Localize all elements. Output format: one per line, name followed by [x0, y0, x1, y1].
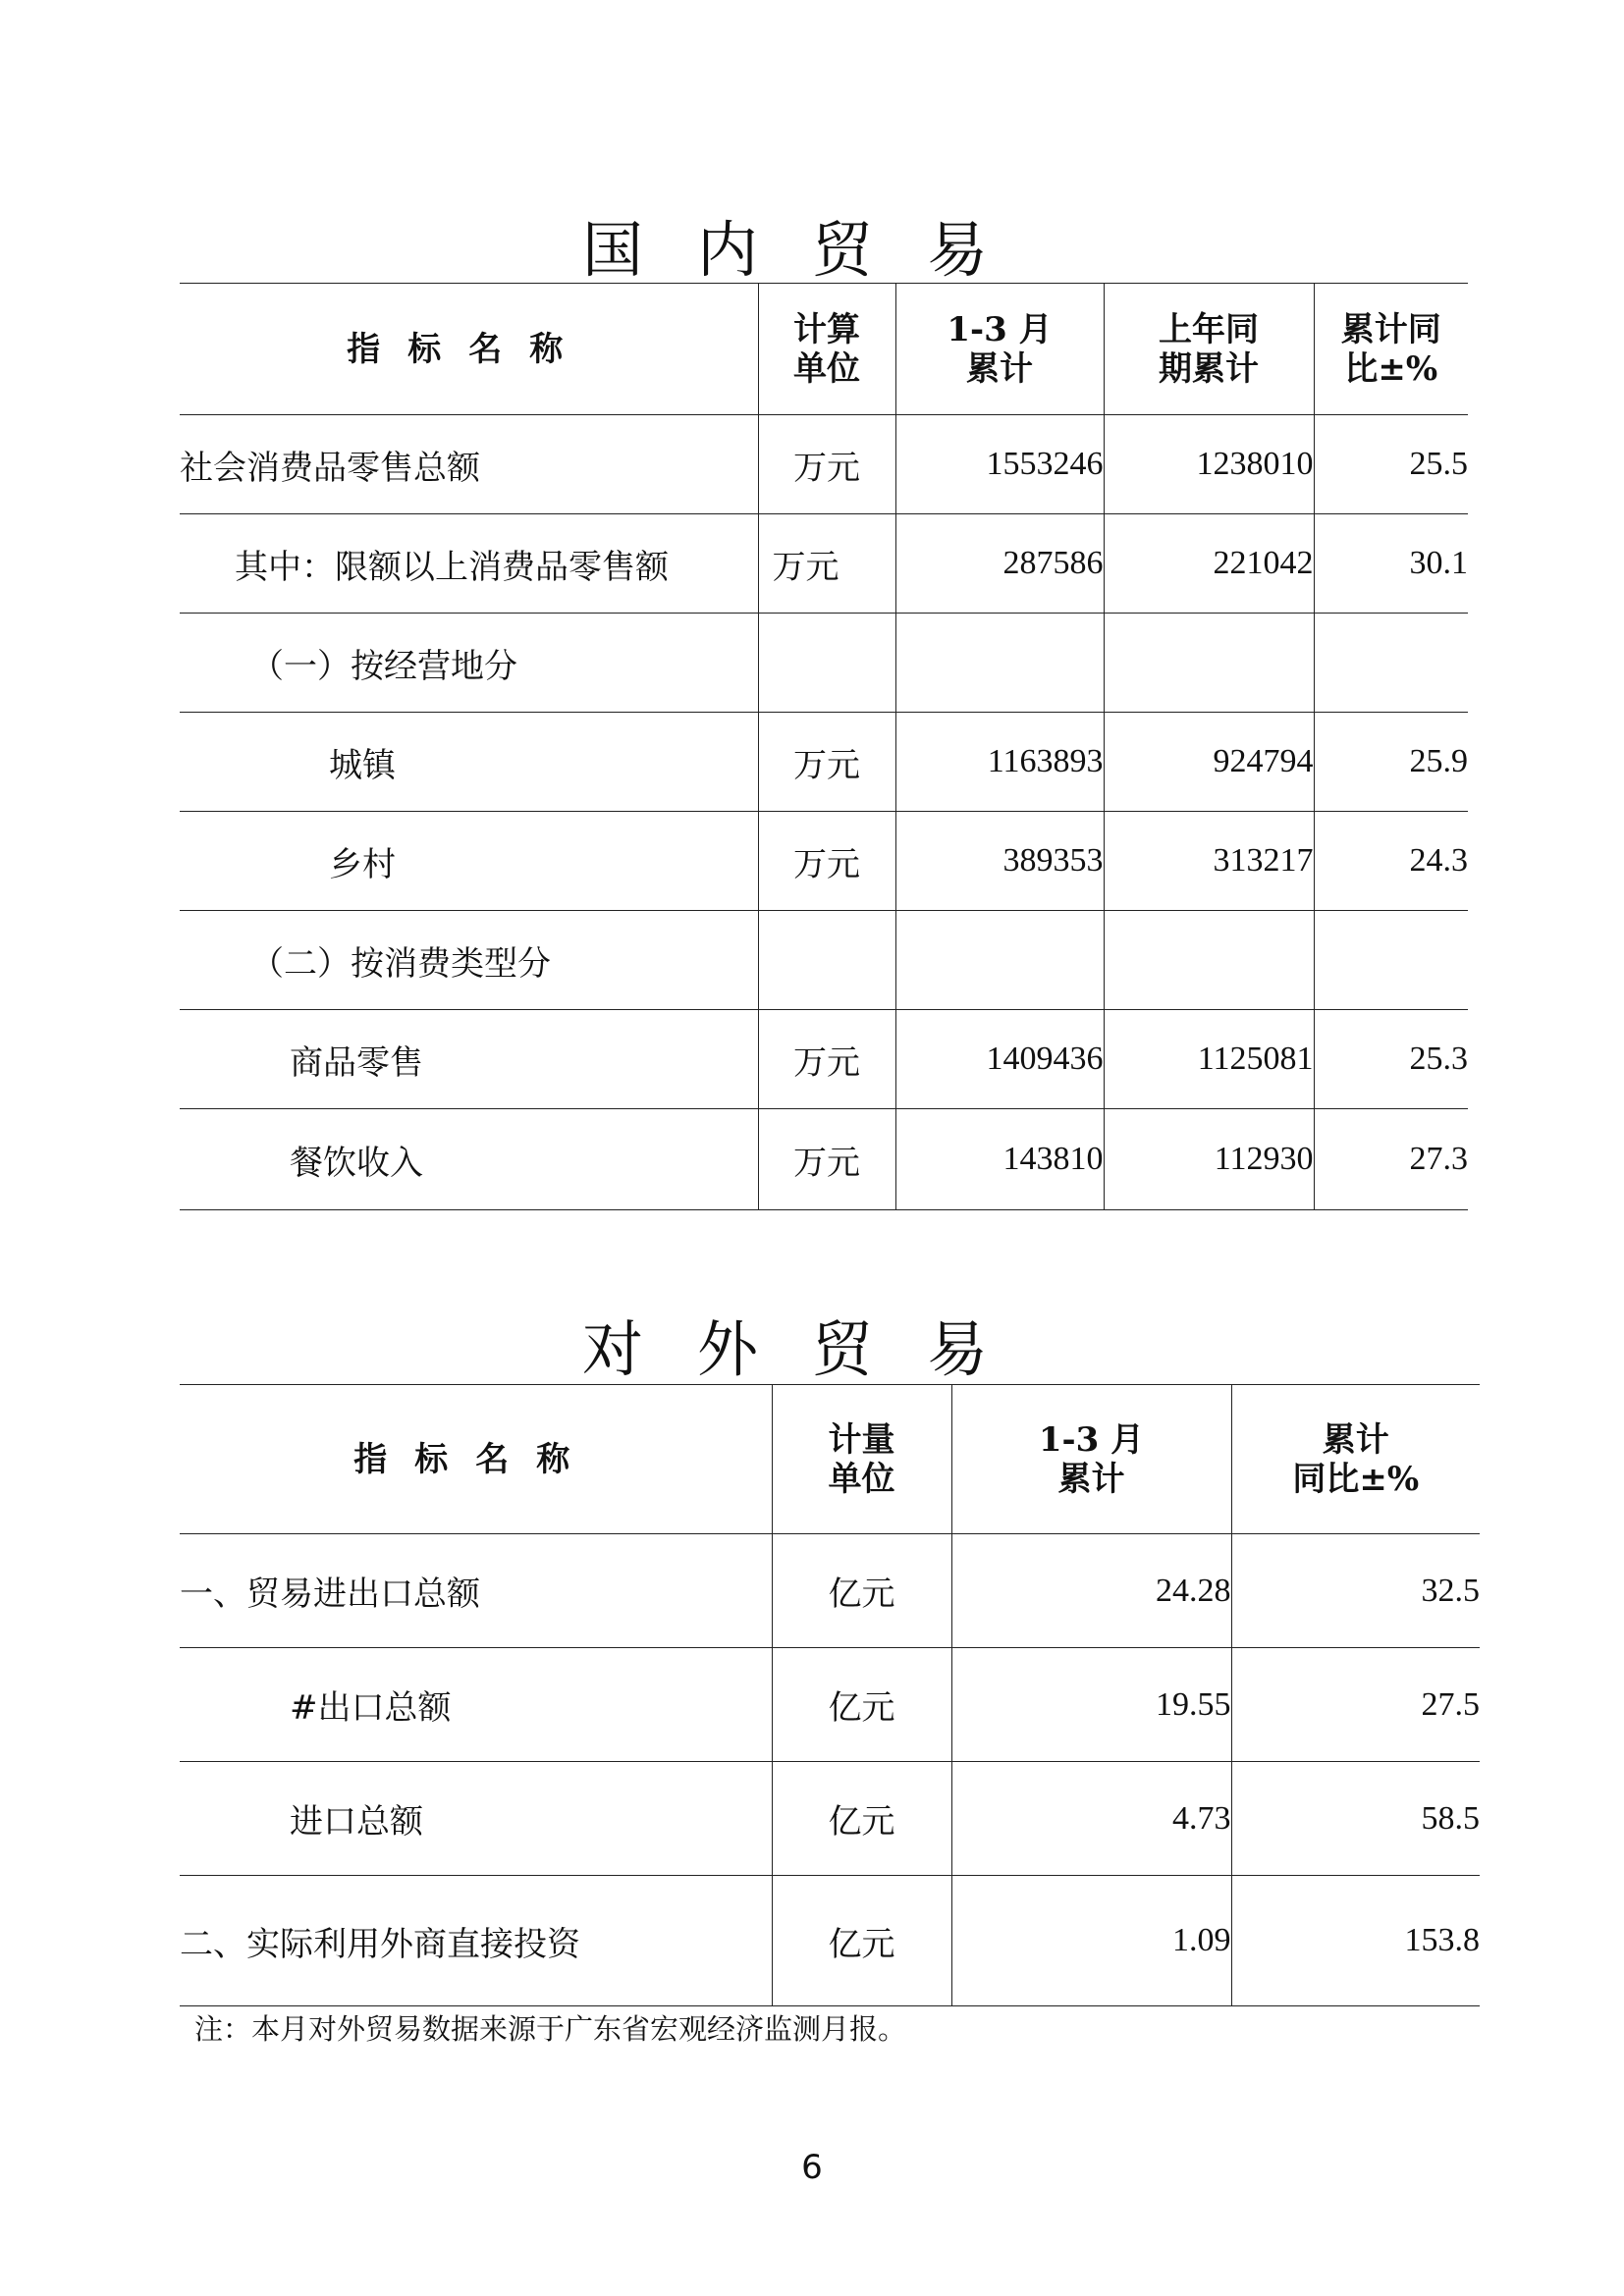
- row-name: 乡村: [180, 812, 758, 911]
- table-row: [180, 614, 1468, 713]
- row-current: 287586: [895, 514, 1104, 614]
- row-unit: 亿元: [772, 1534, 951, 1648]
- row-yoy: 30.1: [1314, 514, 1468, 614]
- header-indicator-name: 指标名称: [180, 284, 758, 415]
- header-prior-cumulative: [1104, 284, 1314, 415]
- table-row: [180, 713, 1468, 812]
- table-row: [180, 415, 1468, 514]
- row-yoy: 25.5: [1314, 415, 1468, 514]
- row-name: 其中：限额以上消费品零售额: [180, 514, 758, 614]
- row-yoy: [1314, 911, 1468, 1010]
- row-current: 19.55: [951, 1648, 1231, 1762]
- row-prior: [1104, 614, 1314, 713]
- row-current: 389353: [895, 812, 1104, 911]
- header-unit-line1: 计算: [793, 309, 860, 349]
- table-row: [180, 514, 1468, 614]
- header-yoy-line1: 累计: [1322, 1419, 1389, 1460]
- row-unit: 万元: [758, 415, 895, 514]
- header-yoy: [1314, 284, 1468, 415]
- table-row: [180, 812, 1468, 911]
- row-current: 4.73: [951, 1762, 1231, 1876]
- table-row: [180, 1762, 1480, 1876]
- table-row: [180, 1648, 1480, 1762]
- row-name: （一）按经营地分: [180, 614, 758, 713]
- row-current: 143810: [895, 1109, 1104, 1210]
- table-header-row: [180, 284, 1468, 415]
- row-name: 一、贸易进出口总额: [180, 1534, 772, 1648]
- row-yoy: 24.3: [1314, 812, 1468, 911]
- header-current-line1: 1-3 月: [1038, 1419, 1145, 1460]
- row-current: 1409436: [895, 1010, 1104, 1109]
- row-current: 24.28: [951, 1534, 1231, 1648]
- row-prior: 1125081: [1104, 1010, 1314, 1109]
- row-yoy: 25.9: [1314, 713, 1468, 812]
- foreign-trade-title: 对外贸易: [581, 1313, 1042, 1385]
- header-current-line1: 1-3 月: [947, 309, 1053, 349]
- table-row: [180, 1876, 1480, 2006]
- row-unit: [758, 911, 895, 1010]
- row-unit: 亿元: [772, 1762, 951, 1876]
- table-row: [180, 1010, 1468, 1109]
- row-prior: 221042: [1104, 514, 1314, 614]
- header-current-line2: 累计: [966, 348, 1033, 389]
- row-current: 1163893: [895, 713, 1104, 812]
- row-name: #出口总额: [180, 1648, 772, 1762]
- domestic-trade-table: [180, 283, 1468, 1210]
- row-current: 1.09: [951, 1876, 1231, 2006]
- row-unit: 万元: [758, 514, 895, 614]
- row-unit: 万元: [758, 1109, 895, 1210]
- header-yoy-line2: 比±%: [1344, 348, 1438, 389]
- header-prior-line1: 上年同: [1159, 309, 1259, 349]
- table-row: [180, 1534, 1480, 1648]
- table-header-row: [180, 1385, 1480, 1534]
- row-name: 社会消费品零售总额: [180, 415, 758, 514]
- header-current-cumulative: [951, 1385, 1231, 1534]
- row-current: 1553246: [895, 415, 1104, 514]
- row-unit: 万元: [758, 713, 895, 812]
- header-indicator-name: 指标名称: [180, 1385, 772, 1534]
- row-current: [895, 911, 1104, 1010]
- row-prior: 924794: [1104, 713, 1314, 812]
- foreign-trade-table: [180, 1384, 1480, 2006]
- row-name: 进口总额: [180, 1762, 772, 1876]
- row-yoy: 153.8: [1231, 1876, 1480, 2006]
- row-name: （二）按消费类型分: [180, 911, 758, 1010]
- row-unit: 万元: [758, 1010, 895, 1109]
- header-yoy: [1231, 1385, 1480, 1534]
- header-unit-line2: 单位: [828, 1459, 895, 1499]
- header-current-line2: 累计: [1057, 1459, 1125, 1499]
- row-yoy: 32.5: [1231, 1534, 1480, 1648]
- row-yoy: 27.5: [1231, 1648, 1480, 1762]
- header-current-cumulative: [895, 284, 1104, 415]
- header-yoy-line1: 累计同: [1340, 309, 1441, 349]
- table-row: [180, 1109, 1468, 1210]
- row-current: [895, 614, 1104, 713]
- row-prior: 1238010: [1104, 415, 1314, 514]
- row-yoy: 27.3: [1314, 1109, 1468, 1210]
- row-yoy: 25.3: [1314, 1010, 1468, 1109]
- row-unit: 亿元: [772, 1876, 951, 2006]
- row-name: 餐饮收入: [180, 1109, 758, 1210]
- table-row: [180, 911, 1468, 1010]
- row-name: 二、实际利用外商直接投资: [180, 1876, 772, 2006]
- row-name: 商品零售: [180, 1010, 758, 1109]
- row-prior: 313217: [1104, 812, 1314, 911]
- header-prior-line2: 期累计: [1159, 348, 1259, 389]
- header-unit-line1: 计量: [828, 1419, 895, 1460]
- page-number: 6: [801, 2148, 823, 2187]
- row-yoy: [1314, 614, 1468, 713]
- row-name: 城镇: [180, 713, 758, 812]
- header-yoy-line2: 同比±%: [1292, 1459, 1420, 1499]
- row-prior: [1104, 911, 1314, 1010]
- row-unit: [758, 614, 895, 713]
- footnote: 注：本月对外贸易数据来源于广东省宏观经济监测月报。: [194, 2012, 907, 2046]
- row-prior: 112930: [1104, 1109, 1314, 1210]
- domestic-trade-title: 国内贸易: [581, 214, 1042, 286]
- row-unit: 万元: [758, 812, 895, 911]
- header-unit: [758, 284, 895, 415]
- row-unit: 亿元: [772, 1648, 951, 1762]
- row-yoy: 58.5: [1231, 1762, 1480, 1876]
- header-unit-line2: 单位: [793, 348, 860, 389]
- header-unit: [772, 1385, 951, 1534]
